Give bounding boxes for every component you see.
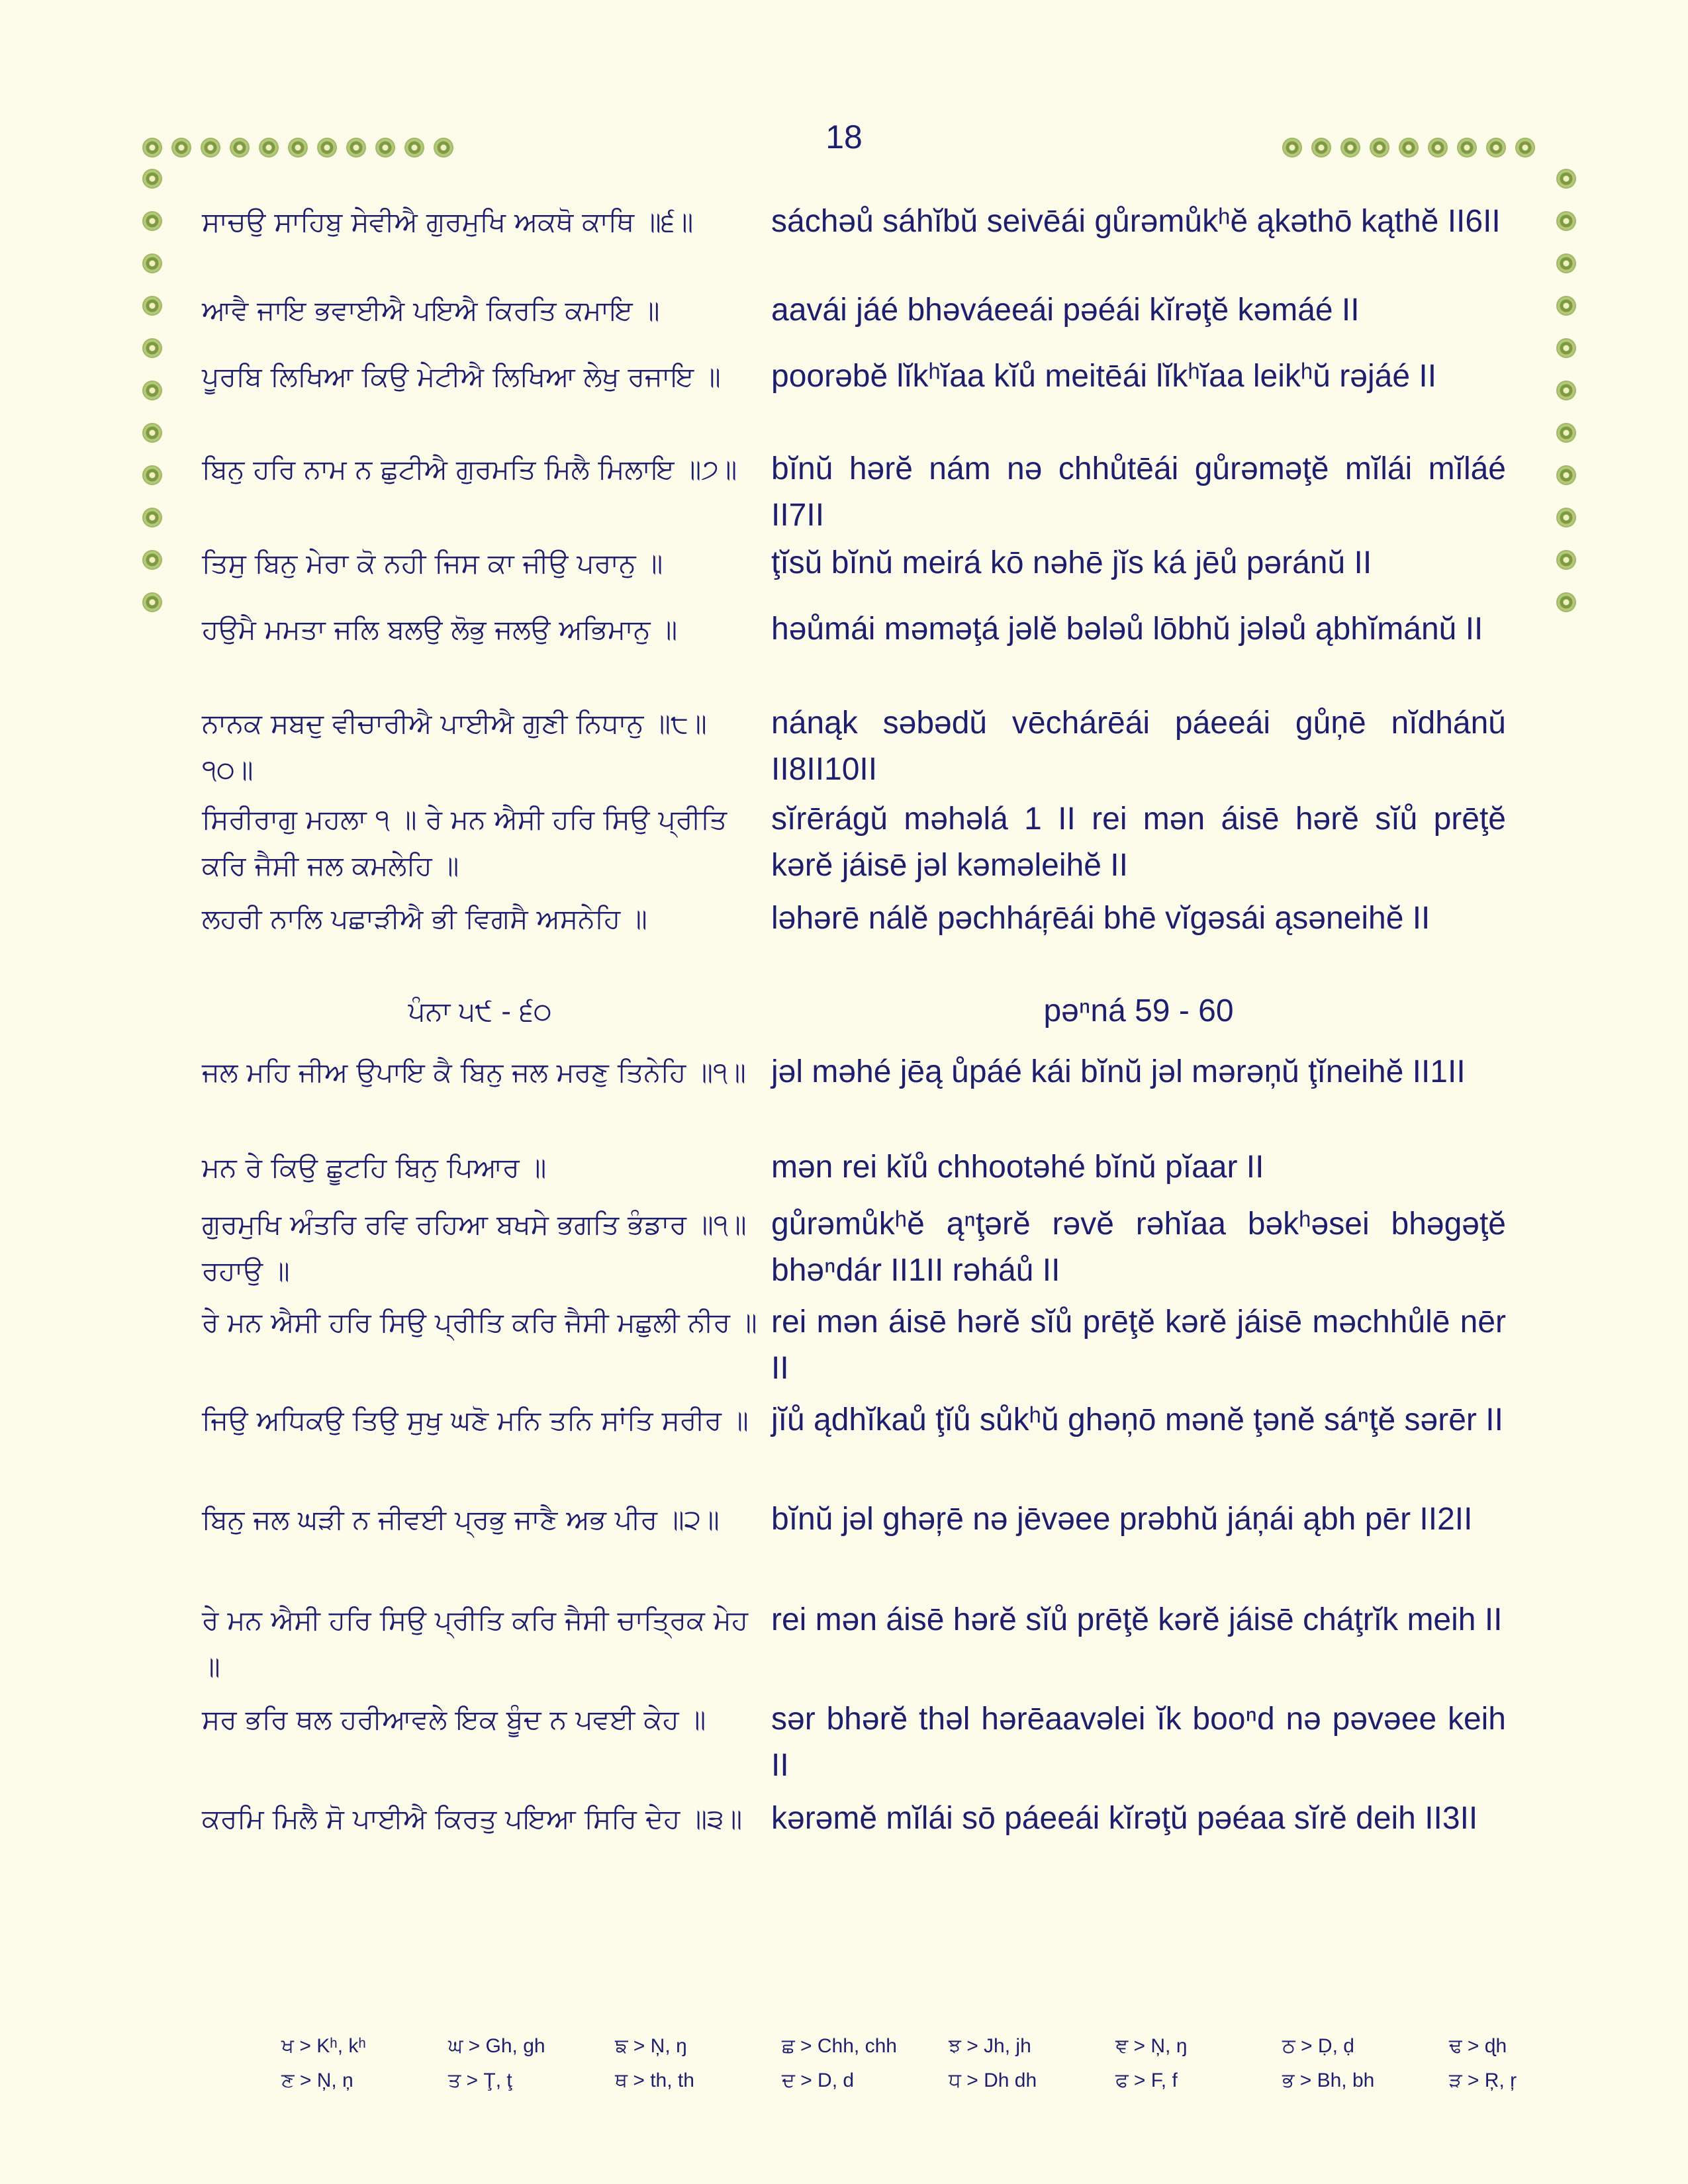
gurmukhi-line: ਰੇ ਮਨ ਐਸੀ ਹਰਿ ਸਿਉ ਪ੍ਰੀਤਿ ਕਰਿ ਜੈਸੀ ਚਾਤ੍ਰਿਕ ਮੇਹ ॥ [202,1604,749,1682]
transliteration-key-row [281,2070,1616,2104]
border-top-right-flowers [1282,138,1535,158]
key-entry: ਫ > F, f [1115,2070,1178,2091]
key-entry: ਣ > Ņ, ņ [281,2070,353,2091]
border-right-flowers [1556,169,1576,612]
page-range-translit: pəⁿná 59 - 60 [1043,993,1234,1028]
gurmukhi-line: ਗੁਰਮੁਖਿ ਅੰਤਰਿ ਰਵਿ ਰਹਿਆ ਬਖਸੇ ਭਗਤਿ ਭੰਡਾਰ ॥੧॥ ਰਹਾਉ ॥ [202,1208,747,1287]
gurmukhi-line: ਤਿਸੁ ਬਿਨੁ ਮੇਰਾ ਕੋ ਨਹੀ ਜਿਸ ਕਾ ਜੀਉ ਪਰਾਨੁ ॥ [202,547,663,579]
border-left-flowers [142,169,162,612]
verse-row [202,1201,1519,1299]
gurmukhi-line: ਸਿਰੀਰਾਗੁ ਮਹਲਾ ੧ ॥ ਰੇ ਮਨ ਐਸੀ ਹਰਿ ਸਿਉ ਪ੍ਰੀਤਿ ਕਰਿ ਜੈਸੀ ਜਲ ਕਮਲੇਹਿ ॥ [202,803,727,882]
key-entry: ਥ > th, th [615,2070,694,2091]
verse-row [202,1299,1519,1397]
gurmukhi-line: ਪੂਰਬਿ ਲਿਖਿਆ ਕਿਉ ਮੇਟੀਐ ਲਿਖਿਆ ਲੇਖੁ ਰਜਾਇ ॥ [202,361,721,392]
transliteration-line: bĭnŭ hərĕ nám nə chhůtēái gůrəməţĕ mĭlái mĭláé II7II [771,451,1506,533]
verse-row [202,796,1519,895]
page-range-row [202,988,1519,1049]
transliteration-line: kərəmĕ mĭlái sō páeeái kĭrəţŭ pəéaa sĭrĕ deih II3II [771,1801,1478,1836]
gurmukhi-line: ਜਿਉ ਅਧਿਕਉ ਤਿਉ ਸੁਖੁ ਘਣੋ ਮਨਿ ਤਨਿ ਸਾਂਤਿ ਸਰੀਰ ॥ [202,1404,749,1436]
gurmukhi-line: ਰੇ ਮਨ ਐਸੀ ਹਰਿ ਸਿਉ ਪ੍ਰੀਤਿ ਕਰਿ ਜੈਸੀ ਮਛੁਲੀ ਨੀਰ ॥ [202,1306,757,1338]
transliteration-line: rei mən áisē hərĕ sĭů prēţĕ kərĕ jáisē cháţrĭk meih II [771,1602,1503,1637]
verse-row [202,1049,1519,1144]
key-entry: ਠ > Ḍ, ḍ [1282,2035,1354,2057]
verse-row [202,1597,1519,1696]
key-entry: ਭ > Bh, bh [1282,2070,1375,2091]
transliteration-line: rei mən áisē hərĕ sĭů prēţĕ kərĕ jáisē məchhůlē nēr II [771,1304,1506,1386]
key-entry: ਞ > Ņ, ŋ [1115,2035,1188,2057]
verse-row [202,1397,1519,1496]
verse-row [202,606,1519,700]
verse-row [202,199,1519,287]
transliteration-line: jĭů ądhĭkaů ţĭů sůkʰŭ ghəņō mənĕ ţənĕ sáⁿţĕ sərēr II [771,1402,1503,1437]
gurmukhi-line: ਬਿਨੁ ਜਲ ਘੜੀ ਨ ਜੀਵਈ ਪ੍ਰਭੁ ਜਾਣੈ ਅਭ ਪੀਰ ॥੨॥ [202,1504,720,1535]
key-entry: ਖ > Kʰ, kʰ [281,2035,366,2057]
key-entry: ਛ > Chh, chh [782,2035,897,2057]
transliteration-line: sər bhərĕ thəl hərēaavəlei ĭk booⁿd nə pəvəee keih II [771,1702,1506,1783]
transliteration-line: sáchəů sáhĭbŭ seivēái gůrəmůkʰĕ ąkəthō kąthĕ II6II [771,204,1501,239]
gurmukhi-line: ਕਰਮਿ ਮਿਲੈ ਸੋ ਪਾਈਐ ਕਿਰਤੁ ਪਇਆ ਸਿਰਿ ਦੇਹ ॥੩॥ [202,1803,743,1835]
verse-row [202,1496,1519,1597]
transliteration-key [281,2035,1616,2104]
gurmukhi-line: ਮਨ ਰੇ ਕਿਉ ਛੂਟਹਿ ਬਿਨੁ ਪਿਆਰ ॥ [202,1152,547,1183]
gurmukhi-line: ਹਉਮੈ ਮਮਤਾ ਜਲਿ ਬਲਉ ਲੋਭੁ ਜਲਉ ਅਭਿਮਾਨੁ ॥ [202,614,678,645]
key-entry: ਦ > D, d [782,2070,855,2091]
transliteration-line: jəl məhé jēą ůpáé kái bĭnŭ jəl mərəņŭ ţĭneihĕ II1II [771,1054,1466,1089]
transliteration-key-row [281,2035,1616,2070]
key-entry: ਧ > Dh dh [949,2070,1037,2091]
transliteration-line: sĭrērágŭ məhəlá 1 II rei mən áisē hərĕ sĭů prēţĕ kərĕ jáisē jəl kəməleihĕ II [771,801,1506,883]
transliteration-line: aavái jáé bhəváeeái pəéái kĭrəţĕ kəmáé II [771,293,1360,328]
verse-row [202,1796,1519,1895]
verse-row [202,895,1519,988]
verse-table [202,199,1519,1895]
transliteration-line: ləhərē nálĕ pəchháŗēái bhē vĭgəsái ąsəneihĕ II [771,901,1430,936]
gurmukhi-line: ਲਹਰੀ ਨਾਲਿ ਪਛਾੜੀਐ ਭੀ ਵਿਗਸੈ ਅਸਨੇਹਿ ॥ [202,903,647,934]
key-entry: ੜ > Ŗ, ŗ [1449,2070,1517,2091]
gurmukhi-line: ਸਾਚਉ ਸਾਹਿਬੁ ਸੇਵੀਐ ਗੁਰਮੁਖਿ ਅਕਥੋ ਕਾਥਿ ॥੬॥ [202,206,694,238]
transliteration-line: bĭnŭ jəl ghəŗē nə jēvəee prəbhŭ jáņái ąbh pēr II2II [771,1502,1473,1537]
transliteration-line: həůmái məməţá jəlĕ bələů lōbhŭ jələů ąbhĭmánŭ II [771,612,1483,647]
verse-row [202,540,1519,606]
border-top-left-flowers [142,138,453,158]
page-number: 18 [825,118,863,156]
verse-row [202,1144,1519,1201]
key-entry: ਢ > ɖh [1449,2035,1507,2057]
key-entry: ਘ > Gh, gh [448,2035,545,2057]
gurmukhi-line: ਨਾਨਕ ਸਬਦੁ ਵੀਚਾਰੀਐ ਪਾਈਐ ਗੁਣੀ ਨਿਧਾਨੁ ॥੮॥੧੦॥ [202,707,707,786]
verse-row [202,446,1519,540]
gurmukhi-line: ਬਿਨੁ ਹਰਿ ਨਾਮ ਨ ਛੁਟੀਐ ਗੁਰਮਤਿ ਮਿਲੈ ਮਿਲਾਇ ॥੭॥ [202,453,737,485]
gurmukhi-line: ਸਰ ਭਰਿ ਥਲ ਹਰੀਆਵਲੇ ਇਕ ਬੂੰਦ ਨ ਪਵਈ ਕੇਹ ॥ [202,1704,706,1735]
verse-row [202,700,1519,796]
verse-row [202,287,1519,353]
page-range-gurmukhi: ਪੰਨਾ ੫੯ - ੬੦ [408,995,552,1027]
key-entry: ਝ > Jh, jh [949,2035,1031,2057]
verse-row [202,1696,1519,1796]
gurmukhi-line: ਜਲ ਮਹਿ ਜੀਅ ਉਪਾਇ ਕੈ ਬਿਨੁ ਜਲ ਮਰਣੁ ਤਿਨੇਹਿ ॥੧॥ [202,1056,746,1088]
key-entry: ਤ > Ţ, ţ [448,2070,512,2091]
transliteration-line: nánąk səbədŭ vēchárēái páeeái gůņē nĭdhánŭ II8II10II [771,705,1506,787]
key-entry: ਙ > Ņ, ŋ [615,2035,687,2057]
gurmukhi-line: ਆਵੈ ਜਾਇ ਭਵਾਈਐ ਪਇਐ ਕਿਰਤਿ ਕਮਾਇ ॥ [202,295,660,326]
verse-row [202,353,1519,446]
transliteration-line: gůrəmůkʰĕ ąⁿţərĕ rəvĕ rəhĭaa bəkʰəsei bhəgəţĕ bhəⁿdár II1II rəháů II [771,1206,1506,1288]
transliteration-line: mən rei kĭů chhootəhé bĭnŭ pĭaar II [771,1150,1264,1185]
transliteration-line: ţĭsŭ bĭnŭ meirá kō nəhē jĭs ká jēů pəránŭ II [771,545,1372,580]
transliteration-line: poorəbĕ lĭkʰĭaa kĭů meitēái lĭkʰĭaa leikʰŭ rəjáé II [771,359,1437,394]
